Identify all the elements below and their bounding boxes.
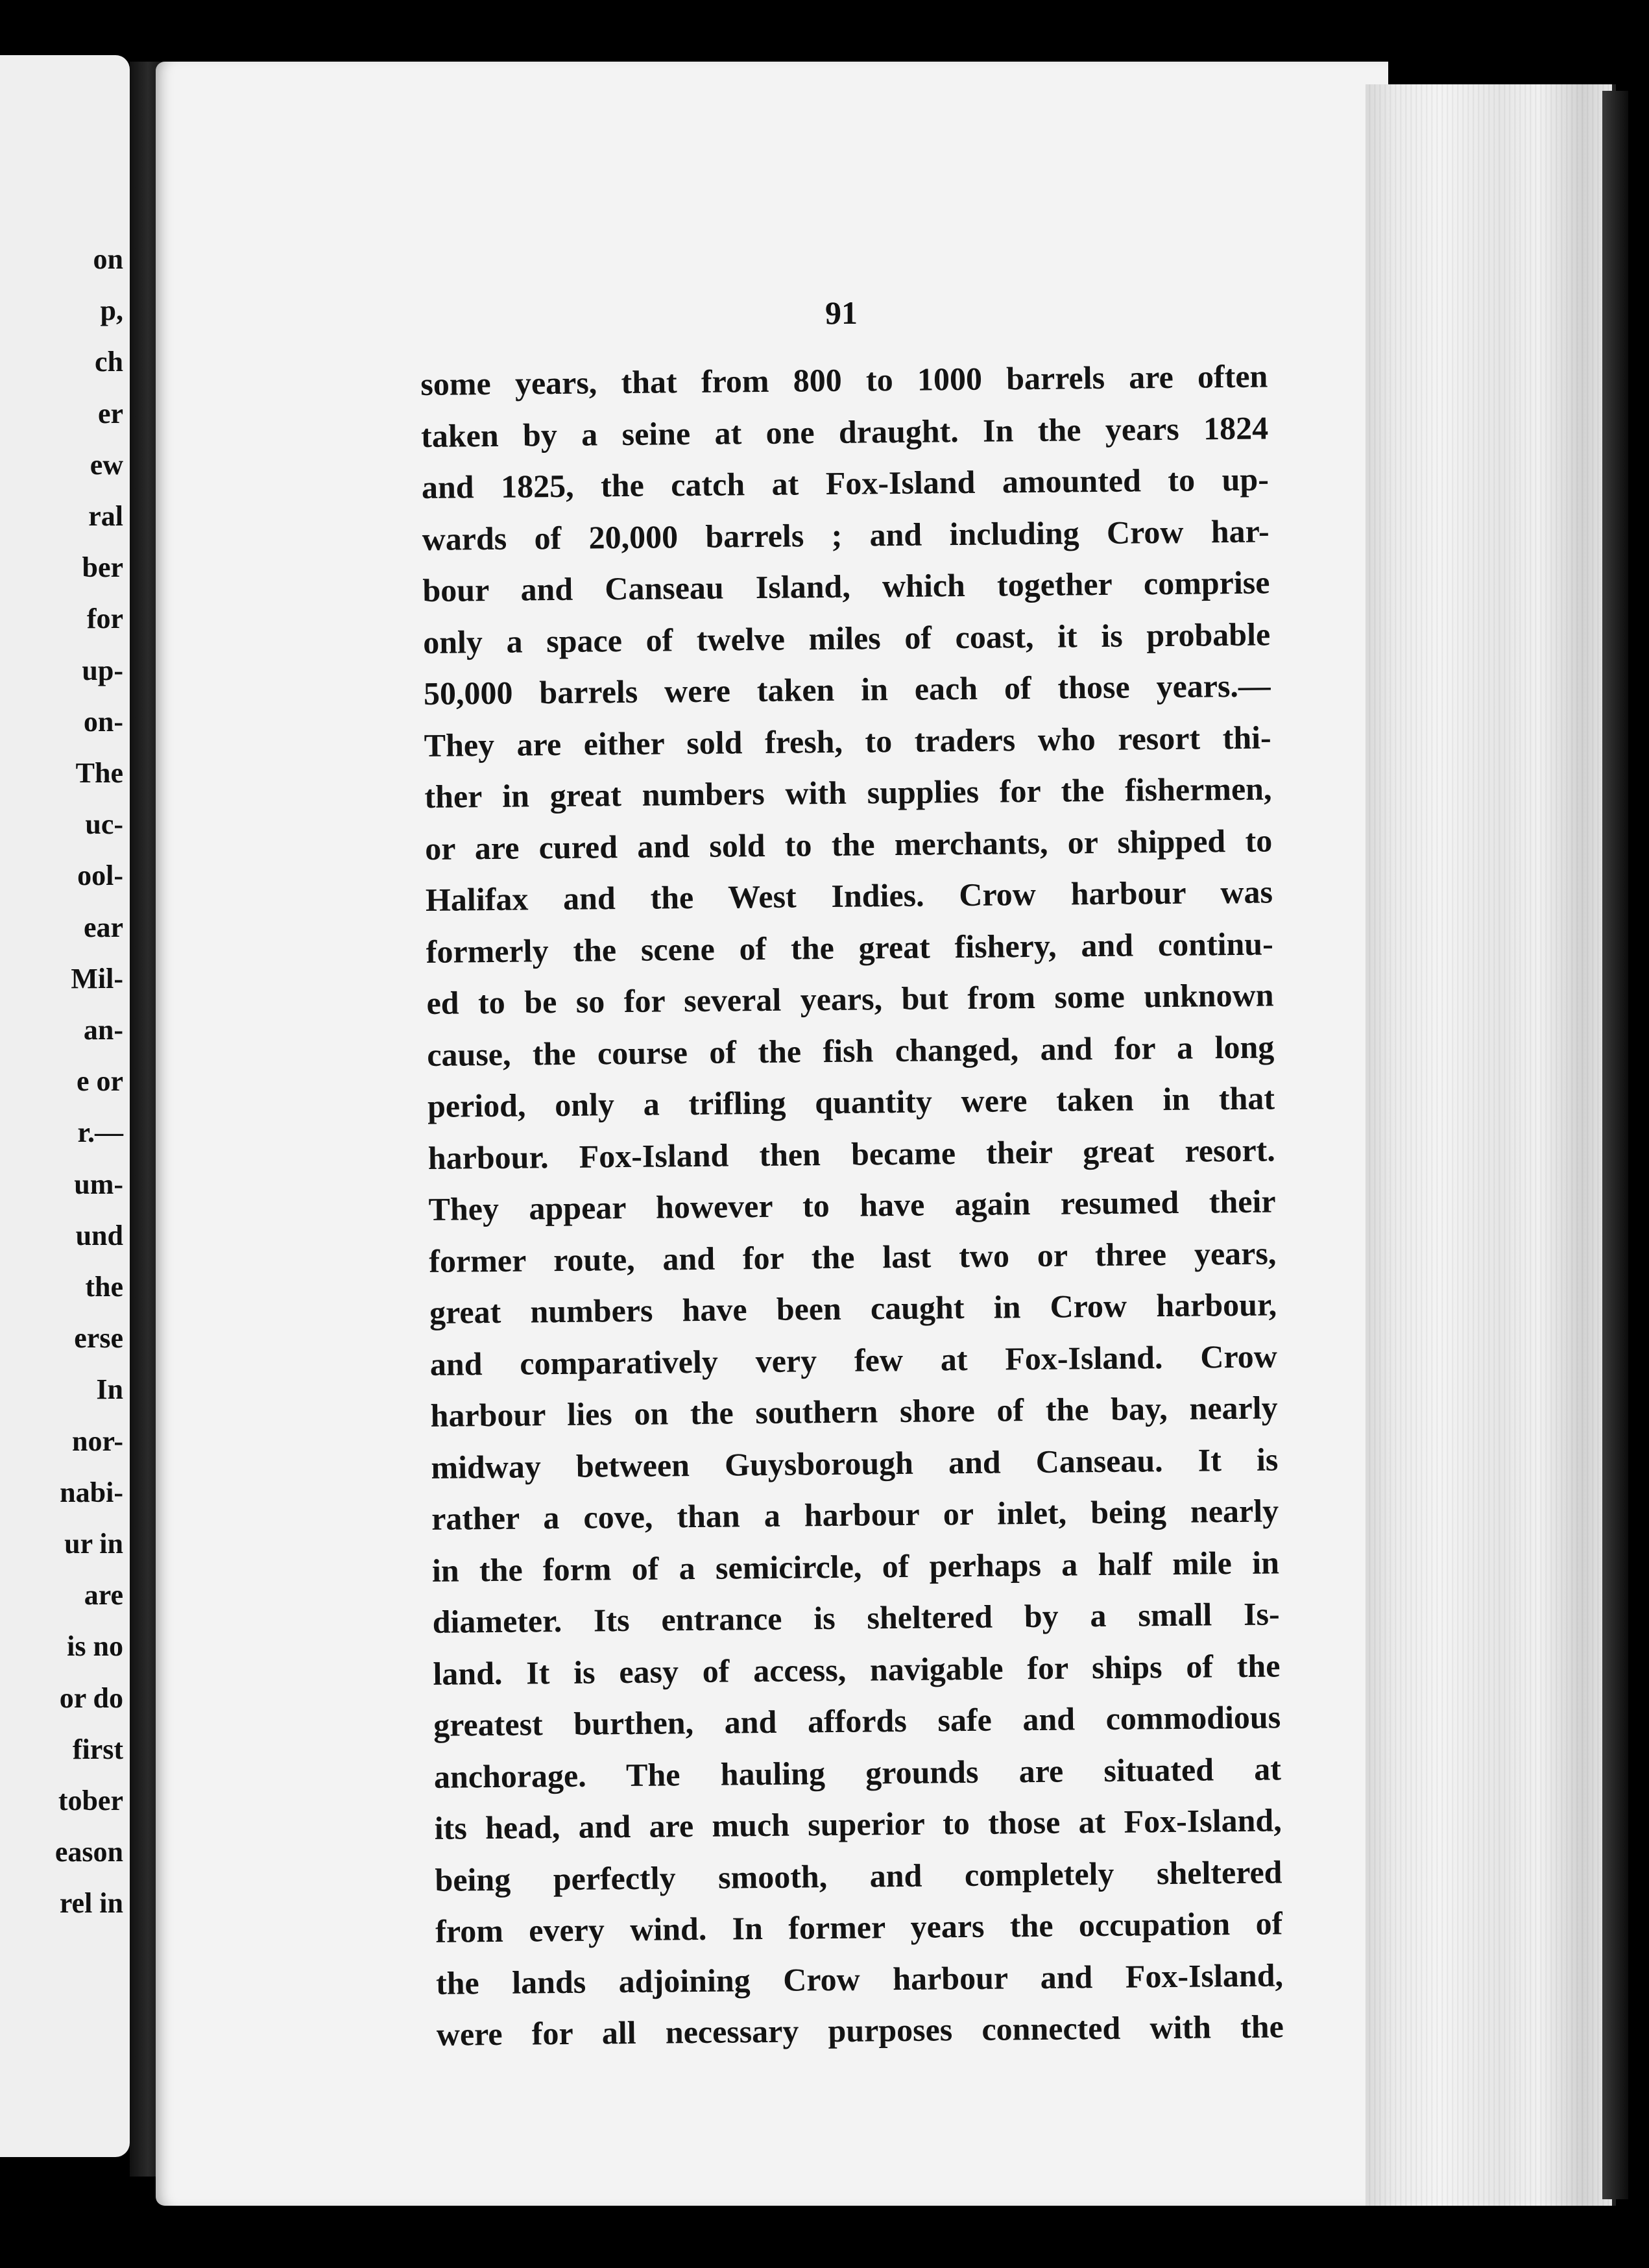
text-line: taken by a seine at one draught. In the years 1824	[420, 409, 1269, 454]
left-page-line-fragment: up-	[82, 654, 123, 686]
text-line: its head, and are much superior to those at Fox-Island,	[434, 1802, 1282, 1846]
page-stack-shadow	[1602, 91, 1628, 2199]
text-line: ed to be so for several years, but from some unknown	[426, 976, 1274, 1021]
text-line: and comparatively very few at Fox-Island. Crow	[429, 1337, 1278, 1382]
left-page-line-fragment: nor-	[71, 1425, 123, 1457]
text-line: harbour. Fox-Island then became their great resort.	[427, 1131, 1276, 1176]
text-line: They are either sold fresh, to traders who resort thi-	[424, 718, 1271, 764]
left-page-line-fragment: or do	[59, 1682, 123, 1714]
left-page-line-fragment: nabi-	[60, 1476, 123, 1508]
text-line: greatest burthen, and affords safe and commodious	[433, 1698, 1281, 1743]
text-line: They appear however to have again resumed their	[428, 1183, 1276, 1227]
text-line: or are cured and sold to the merchants, or shipped to	[424, 821, 1273, 867]
text-line: harbour lies on the southern shore of the bay, nearly	[430, 1389, 1278, 1434]
left-page-line-fragment: the	[85, 1271, 123, 1303]
left-page-line-fragment: ur in	[64, 1528, 123, 1560]
left-page-line-fragment: Mil-	[71, 962, 123, 995]
text-line: period, only a trifling quantity were taken in that	[427, 1080, 1275, 1124]
left-page-line-fragment: ear	[83, 911, 123, 943]
left-page-line-fragment: tober	[58, 1785, 123, 1816]
page-number: 91	[825, 295, 858, 331]
left-page-line-fragment: on	[93, 243, 123, 275]
left-page-line-fragment: eason	[54, 1836, 123, 1868]
left-page-line-fragment: ew	[90, 448, 123, 481]
text-line: being perfectly smooth, and completely sheltered	[435, 1853, 1282, 1898]
text-line: former route, and for the last two or three years,	[429, 1234, 1277, 1279]
left-page-line-fragment: on-	[83, 705, 123, 738]
left-page-line-fragment: ool-	[77, 860, 123, 892]
left-page-line-fragment: erse	[74, 1322, 123, 1355]
text-line: ther in great numbers with supplies for the fishermen,	[424, 770, 1272, 815]
left-page-line-fragment: is no	[67, 1630, 123, 1663]
left-page-line-fragment: ral	[88, 500, 123, 532]
left-page-line-fragment: an-	[83, 1014, 123, 1046]
left-page-line-fragment: ch	[95, 346, 123, 378]
left-page-line-fragment: ber	[82, 551, 123, 584]
left-page-line-fragment: e or	[76, 1065, 123, 1098]
text-line: bour and Canseau Island, which together comprise	[422, 564, 1270, 609]
left-page-line-fragment: first	[72, 1733, 123, 1765]
left-page-line-fragment: uc-	[85, 808, 123, 841]
text-line: and 1825, the catch at Fox-Island amounted to up-	[421, 461, 1270, 505]
left-page-fragment	[0, 55, 130, 2157]
text-line: were for all necessary purposes connected with the	[436, 2008, 1284, 2053]
text-line: only a space of twelve miles of coast, it is probable	[422, 615, 1271, 660]
text-line: wards of 20,000 barrels ; and including Crow har-	[422, 512, 1270, 557]
text-line: Halifax and the West Indies. Crow harbour was	[425, 873, 1273, 918]
left-page-line-fragment: p,	[100, 295, 123, 327]
left-page-line-fragment: er	[97, 397, 123, 429]
left-page-line-fragment: um-	[74, 1168, 123, 1200]
text-line: rather a cove, than a harbour or inlet, being nearly	[431, 1492, 1279, 1537]
page-stack-edge	[1366, 84, 1616, 2206]
left-page-line-fragment: The	[75, 757, 123, 789]
left-page-line-fragment: In	[96, 1373, 123, 1406]
left-page-line-fragment: for	[86, 603, 123, 635]
text-line: the lands adjoining Crow harbour and Fox-Island,	[435, 1956, 1284, 2001]
text-line: some years, that from 800 to 1000 barrels are often	[420, 357, 1268, 402]
text-line: anchorage. The hauling grounds are situated at	[433, 1750, 1282, 1795]
text-line: formerly the scene of the great fishery, and continu-	[426, 924, 1273, 970]
text-line: great numbers have been caught in Crow harbour,	[429, 1286, 1277, 1331]
body-text	[420, 350, 1284, 2060]
left-page-line-fragment: und	[75, 1219, 123, 1251]
text-line: midway between Guysborough and Canseau. It is	[431, 1440, 1279, 1486]
left-page-line-fragment: rel in	[59, 1887, 123, 1920]
left-page-line-fragment: r.—	[77, 1116, 123, 1149]
main-page	[156, 62, 1388, 2206]
text-line: land. It is easy of access, navigable for ships of the	[433, 1647, 1281, 1692]
text-line: cause, the course of the fish changed, and for a long	[427, 1028, 1275, 1073]
left-page-line-fragment: are	[84, 1579, 123, 1611]
text-line: diameter. Its entrance is sheltered by a small Is-	[432, 1595, 1280, 1640]
text-line: in the form of a semicircle, of perhaps a half mile in	[431, 1543, 1280, 1589]
text-line: 50,000 barrels were taken in each of those years.—	[423, 667, 1271, 712]
text-line: from every wind. In former years the occupation of	[435, 1905, 1283, 1949]
